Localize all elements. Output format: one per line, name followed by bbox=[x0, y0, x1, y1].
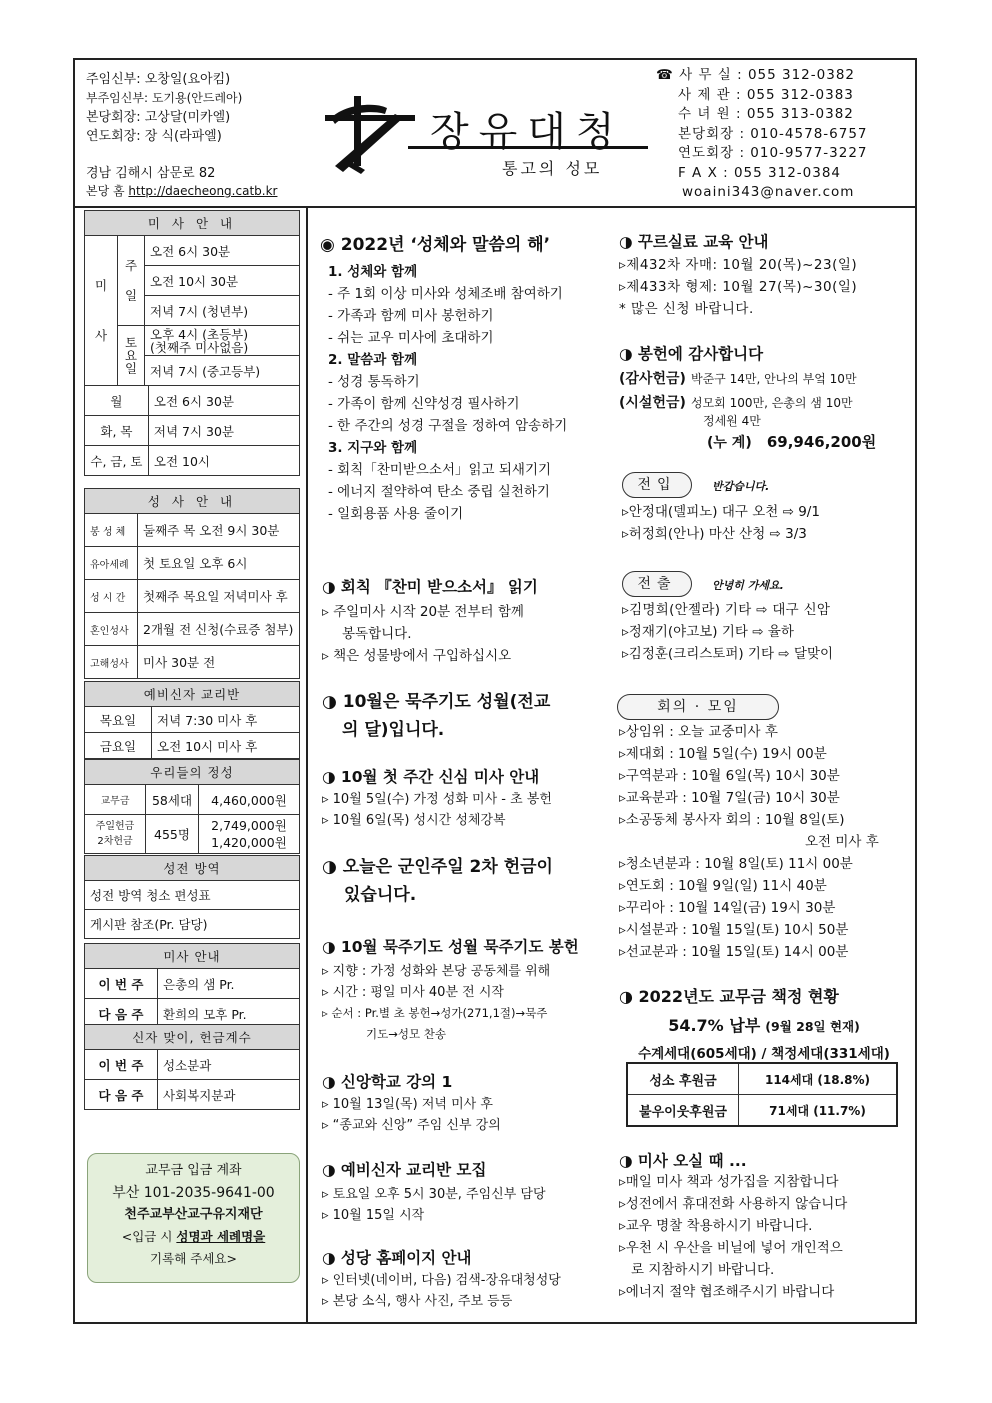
support-table bbox=[626, 1062, 898, 1127]
move-out-item: ▹김정훈(크리스토퍼) 기타 ⇨ 달맞이 bbox=[622, 646, 834, 662]
theme-line: - 가족이 함께 신약성경 필사하기 bbox=[328, 396, 520, 412]
laudato-line: ▹ 책은 성물방에서 구입하십시오 bbox=[322, 648, 512, 664]
sacrament-label: 봉 성 체 bbox=[85, 514, 138, 547]
catechumen-table bbox=[84, 681, 300, 759]
meetings-list bbox=[619, 721, 879, 963]
duty-group: 은총의 샘 Pr. bbox=[158, 969, 300, 999]
offerings-table bbox=[84, 759, 300, 854]
theme-line: 2. 말씀과 함께 bbox=[328, 352, 418, 368]
theme-line: - 일회용품 사용 줄이기 bbox=[328, 506, 464, 522]
pastor: 주임신부: 오창일(요아킴) bbox=[86, 72, 231, 87]
dues-rate: 54.7% 납부 (9월 28일 현재) bbox=[668, 1016, 860, 1035]
meeting-item: ▹구역분과 : 10월 6일(목) 10시 30분 bbox=[619, 768, 840, 784]
cursillo-line: * 많은 신청 바랍니다. bbox=[619, 301, 754, 317]
support-value: 71세대 (11.7%) bbox=[739, 1095, 898, 1127]
homepage-section bbox=[322, 1246, 561, 1312]
move-out-item: ▹김명희(안젤라) 기타 ⇨ 대구 신암 bbox=[622, 602, 831, 618]
greeting-table bbox=[84, 1024, 300, 1110]
support-label: 불우이웃후원금 bbox=[627, 1095, 739, 1127]
greeting-week-label: 다 음 주 bbox=[85, 1080, 158, 1110]
homepage: 본당 홈 http://daecheong.catb.kr bbox=[86, 184, 278, 198]
faith-school-section bbox=[322, 1070, 501, 1136]
catechumen-time: 저녁 7:30 미사 후 bbox=[152, 707, 300, 733]
dues-section bbox=[619, 984, 909, 1062]
contact-office: ☎ 사 무 실 : 055 312-0382 bbox=[656, 67, 855, 83]
cleaning-title: 성전 방역 bbox=[85, 856, 300, 881]
greeting-group: 성소분과 bbox=[158, 1050, 300, 1080]
rosary-offer-line: 기도→성모 찬송 bbox=[366, 1027, 446, 1041]
greeting-week-label: 이 번 주 bbox=[85, 1050, 158, 1080]
support-label: 성소 후원금 bbox=[627, 1063, 739, 1095]
collection-count: 455명 bbox=[146, 815, 199, 854]
mass-duty-table bbox=[84, 943, 300, 1029]
mass-schedule-table bbox=[84, 210, 300, 476]
move-in-greeting: 반갑습니다. bbox=[712, 480, 770, 493]
dues-title: ◑ 2022년도 교무금 책정 현황 bbox=[619, 987, 839, 1006]
meetings-badge: 회의 · 모임 bbox=[617, 694, 779, 720]
recruit-title: ◑ 예비신자 교리반 모집 bbox=[322, 1161, 487, 1179]
sacrament-title: 성 사 안 내 bbox=[85, 489, 300, 514]
mass-duty-title: 미사 안내 bbox=[85, 944, 300, 969]
etiquette-item: ▹에너지 절약 협조해주시기 바랍니다 bbox=[619, 1284, 835, 1300]
etiquette-item: ▹매일 미사 책과 성가집을 지참합니다 bbox=[619, 1174, 839, 1190]
theme-line: - 가족과 함께 미사 봉헌하기 bbox=[328, 308, 494, 324]
sunday-mass-3: 저녁 7시 (청년부) bbox=[145, 296, 300, 326]
meeting-item: ▹시설분과 : 10월 15일(토) 10시 50분 bbox=[619, 922, 849, 938]
year-theme-title: ◉ 2022년 ‘성체와 말씀의 해’ bbox=[320, 235, 551, 255]
cross-logo-icon bbox=[325, 96, 420, 176]
saturday-label: 토 요 일 bbox=[118, 326, 145, 386]
sacrament-value: 둘째주 목 오전 9시 30분 bbox=[138, 514, 300, 547]
catechumen-time: 오전 10시 미사 후 bbox=[152, 733, 300, 759]
move-in-item: ▹안정대(델피노) 대구 오천 ⇨ 9/1 bbox=[622, 504, 820, 520]
rosary-offer-title: ◑ 10월 묵주기도 성월 묵주기도 봉헌 bbox=[322, 938, 579, 956]
homepage-title: ◑ 성당 홈페이지 안내 bbox=[322, 1249, 472, 1267]
sunday-label: 주 일 bbox=[118, 236, 145, 326]
parish-chair: 본당회장: 고상달(미카엘) bbox=[86, 110, 231, 125]
theme-line: 3. 지구와 함께 bbox=[328, 440, 418, 456]
mass-group-label: 미 사 bbox=[85, 236, 118, 386]
dues-amount: 4,460,000원 bbox=[199, 785, 300, 815]
homepage-line: ▹ 인터넷(네이버, 다음) 검색-장유대청성당 bbox=[322, 1273, 561, 1288]
support-value: 114세대 (18.8%) bbox=[739, 1063, 898, 1095]
faith-school-line: ▹ “종교와 신앙” 주임 신부 강의 bbox=[322, 1118, 501, 1133]
contact-rectory: 사 제 관 : 055 312-0383 bbox=[678, 86, 854, 103]
header-staff bbox=[86, 70, 242, 146]
bulletin-title: 장유대청 bbox=[430, 109, 625, 155]
sacrament-label: 고해성사 bbox=[85, 646, 138, 679]
duty-week-label: 이 번 주 bbox=[85, 969, 158, 999]
first-week-line: ▹ 10월 5일(수) 가정 성화 미사 - 초 봉헌 bbox=[322, 792, 552, 807]
greeting-group: 사회복지분과 bbox=[158, 1080, 300, 1110]
etiquette-title: ◑ 미사 오실 때 ... bbox=[619, 1152, 747, 1170]
collection-amounts: 2,749,000원 1,420,000원 bbox=[199, 815, 300, 854]
theme-line: - 주 1회 이상 미사와 성체조배 참여하기 bbox=[328, 286, 563, 302]
tuethu-label: 화, 목 bbox=[85, 416, 149, 446]
theme-line: - 한 주간의 성경 구절을 정하여 암송하기 bbox=[328, 418, 568, 434]
rosary-offer-line: ▹ 지향 : 가정 성화와 본당 공동체를 위해 bbox=[322, 964, 551, 979]
meeting-item: ▹교육분과 : 10월 7일(금) 10시 30분 bbox=[619, 790, 840, 806]
catechumen-title: 예비신자 교리반 bbox=[85, 682, 300, 707]
saturday-mass-2: 저녁 7시 (중고등부) bbox=[145, 356, 300, 386]
sacrament-value: 미사 30분 전 bbox=[138, 646, 300, 679]
cursillo-line: ▹제432차 자매: 10월 20(목)~23(일) bbox=[619, 257, 858, 273]
laudato-section bbox=[322, 575, 538, 667]
contact-fax: F A X : 055 312-0384 bbox=[678, 164, 842, 181]
column-divider bbox=[306, 208, 308, 1324]
sunday-mass-1: 오전 6시 30분 bbox=[145, 236, 300, 266]
cleaning-table bbox=[84, 855, 300, 939]
theme-line: - 쉬는 교우 미사에 초대하기 bbox=[328, 330, 494, 346]
address: 경남 김해시 삼문로 82 bbox=[86, 166, 216, 181]
meeting-item: ▹제대회 : 10월 5일(수) 19시 00분 bbox=[619, 746, 827, 762]
etiquette-section bbox=[619, 1149, 847, 1303]
first-week-title: ◑ 10월 첫 주간 신심 미사 안내 bbox=[322, 768, 540, 786]
bank-note: <입금 시 성명과 세례명을 bbox=[121, 1229, 266, 1244]
move-in-list bbox=[622, 501, 820, 545]
header-divider bbox=[73, 206, 917, 208]
military-sunday-section bbox=[322, 853, 553, 909]
year-theme-section bbox=[320, 230, 567, 525]
monday-label: 월 bbox=[85, 386, 149, 416]
meeting-item: ▹청소년분과 : 10월 8일(토) 11시 00분 bbox=[619, 856, 853, 872]
move-out-list bbox=[622, 599, 833, 665]
etiquette-item: ▹우천 시 우산을 비닐에 넣어 개인적으 bbox=[619, 1240, 843, 1256]
move-out-greeting: 안녕히 가세요. bbox=[712, 579, 784, 592]
theme-line: - 에너지 절약하여 탄소 중립 실천하기 bbox=[328, 484, 550, 500]
meeting-item: ▹상임위 : 오늘 교중미사 후 bbox=[619, 724, 778, 740]
cleaning-row: 성전 방역 청소 편성표 bbox=[85, 881, 300, 910]
recruit-line: ▹ 토요일 오후 5시 30분, 주임신부 담당 bbox=[322, 1187, 546, 1202]
sacrament-value: 첫 토요일 오후 6시 bbox=[138, 547, 300, 580]
thanks-section bbox=[619, 342, 876, 452]
move-in-badge: 전입 bbox=[622, 472, 692, 498]
move-out-item: ▹정재기(야고보) 기타 ⇨ 율하 bbox=[622, 624, 794, 640]
meeting-item: ▹선교분과 : 10월 15일(토) 14시 00분 bbox=[619, 944, 849, 960]
rosary-month-section bbox=[322, 688, 550, 744]
homepage-link[interactable]: http://daecheong.catb.kr bbox=[128, 184, 278, 198]
contact-chair: 본당회장 : 010-4578-6757 bbox=[678, 125, 868, 142]
rosary-offer-line: ▹ 시간 : 평일 미사 40분 전 시작 bbox=[322, 985, 504, 1000]
catechumen-day: 금요일 bbox=[85, 733, 152, 759]
bank-note-2: 기록해 주세요> bbox=[150, 1251, 237, 1266]
greeting-title: 신자 맞이, 헌금계수 bbox=[85, 1025, 300, 1050]
wfs-label: 수, 금, 토 bbox=[85, 446, 149, 476]
saturday-mass-1: 오후 4시 (초등부) (첫째주 미사없음) bbox=[145, 326, 300, 356]
thanks-row: (시설헌금) 성모회 100만, 은총의 샘 10만 bbox=[619, 395, 853, 411]
bulletin-subtitle: 통고의 성모 bbox=[502, 159, 603, 178]
contact-convent: 수 녀 원 : 055 313-0382 bbox=[678, 106, 854, 122]
meeting-item: ▹꾸리아 : 10월 14일(금) 19시 30분 bbox=[619, 900, 836, 916]
military-title-2: 있습니다. bbox=[344, 885, 417, 905]
rosary-month-title-2: 의 달)입니다. bbox=[342, 720, 445, 740]
dues-count: 58세대 bbox=[146, 785, 199, 815]
thanks-total: (누 계) 69,946,200원 bbox=[707, 433, 877, 451]
bank-title: 교무금 입금 계좌 bbox=[145, 1163, 242, 1178]
thanks-row-cont: 정세원 4만 bbox=[703, 414, 761, 428]
rosary-offer-line: ▹ 순서 : Pr.별 초 봉헌→성가(271,1절)→묵주 bbox=[322, 1006, 548, 1020]
mass-title: 미 사 안 내 bbox=[85, 211, 300, 236]
meeting-item-cont: 오전 미사 후 bbox=[805, 834, 879, 850]
thanks-title: ◑ 봉헌에 감사합니다 bbox=[619, 345, 764, 363]
duty-week-label: 다 음 주 bbox=[85, 999, 158, 1029]
assistant-pastor: 부주임신부: 도기용(안드레아) bbox=[86, 91, 243, 105]
homepage-line: ▹ 본당 소식, 행사 사진, 주보 등등 bbox=[322, 1294, 513, 1309]
bank-holder: 천주교부산교구유지재단 bbox=[124, 1207, 263, 1222]
rosary-offer-section bbox=[322, 935, 579, 1045]
bank-account-number: 부산 101-2035-9641-00 bbox=[112, 1185, 275, 1201]
sacrament-value: 2개월 전 신청(수료증 첨부) bbox=[138, 613, 300, 646]
move-in-item: ▹허정희(안나) 마산 산청 ⇨ 3/3 bbox=[622, 526, 807, 542]
dues-label: 교무금 bbox=[85, 785, 146, 815]
sacrament-value: 첫째주 목요일 저녁미사 후 bbox=[138, 580, 300, 613]
theme-line: - 회칙「찬미받으소서」읽고 되새기기 bbox=[328, 462, 552, 478]
etiquette-item-cont: 로 지참하시기 바랍니다. bbox=[631, 1262, 775, 1278]
theme-line: 1. 성체와 함께 bbox=[328, 264, 418, 280]
cursillo-line: ▹제433차 형제: 10월 27(목)~30(일) bbox=[619, 279, 858, 295]
senior-chair: 연도회장: 장 식(라파엘) bbox=[86, 129, 222, 144]
sunday-mass-2: 오전 10시 30분 bbox=[145, 266, 300, 296]
contact-list bbox=[656, 66, 868, 203]
etiquette-item: ▹교우 명찰 착용하시기 바랍니다. bbox=[619, 1218, 813, 1234]
cursillo-section bbox=[619, 230, 857, 320]
theme-line: - 성경 통독하기 bbox=[328, 374, 420, 390]
cleaning-row: 게시판 참조(Pr. 담당) bbox=[85, 910, 300, 939]
contact-email: woaini343@naver.com bbox=[682, 184, 855, 200]
first-week-line: ▹ 10월 6일(목) 성시간 성체강복 bbox=[322, 813, 506, 828]
sacrament-label: 유아세례 bbox=[85, 547, 138, 580]
wfs-mass: 오전 10시 bbox=[148, 446, 299, 476]
sacrament-table bbox=[84, 488, 300, 679]
military-title: ◑ 오늘은 군인주일 2차 헌금이 bbox=[322, 857, 553, 877]
laudato-title: ◑ 회칙 『찬미 받으소서』 읽기 bbox=[322, 578, 538, 596]
catechumen-day: 목요일 bbox=[85, 707, 152, 733]
monday-mass: 오전 6시 30분 bbox=[148, 386, 299, 416]
faith-school-line: ▹ 10월 13일(목) 저녁 미사 후 bbox=[322, 1097, 493, 1112]
duty-group: 환희의 모후 Pr. bbox=[158, 999, 300, 1029]
bank-account-box bbox=[87, 1153, 300, 1283]
laudato-line: ▹ 주일미사 시작 20분 전부터 함께 bbox=[322, 604, 524, 620]
dues-households: 수계세대(605세대) / 책정세대(331세대) bbox=[638, 1046, 890, 1062]
first-week-section bbox=[322, 765, 552, 831]
thanks-row: (감사헌금) 박준구 14만, 안나의 부엌 10만 bbox=[619, 371, 857, 387]
recruit-section bbox=[322, 1158, 546, 1226]
sacrament-label: 혼인성사 bbox=[85, 613, 138, 646]
rosary-month-title: ◑ 10월은 묵주기도 성월(전교 bbox=[322, 692, 551, 712]
sunday-collection-label: 주일헌금 2차헌금 bbox=[85, 815, 146, 854]
offerings-title: 우리들의 정성 bbox=[85, 760, 300, 785]
sacrament-label: 성 시 간 bbox=[85, 580, 138, 613]
recruit-line: ▹ 10월 15일 시작 bbox=[322, 1208, 425, 1223]
move-out-badge: 전출 bbox=[622, 571, 692, 597]
contact-senior: 연도회장 : 010-9577-3227 bbox=[678, 145, 868, 161]
meeting-item: ▹연도회 : 10월 9일(일) 11시 40분 bbox=[619, 878, 827, 894]
tuethu-mass: 저녁 7시 30분 bbox=[148, 416, 299, 446]
etiquette-item: ▹성전에서 휴대전화 사용하지 않습니다 bbox=[619, 1196, 848, 1212]
header-address bbox=[86, 164, 277, 199]
laudato-line: 봉독합니다. bbox=[342, 626, 412, 642]
meeting-item: ▹소공동체 봉사자 회의 : 10월 8일(토) bbox=[619, 812, 845, 828]
cursillo-title: ◑ 꾸르실료 교육 안내 bbox=[619, 233, 769, 251]
faith-school-title: ◑ 신앙학교 강의 1 bbox=[322, 1073, 453, 1091]
